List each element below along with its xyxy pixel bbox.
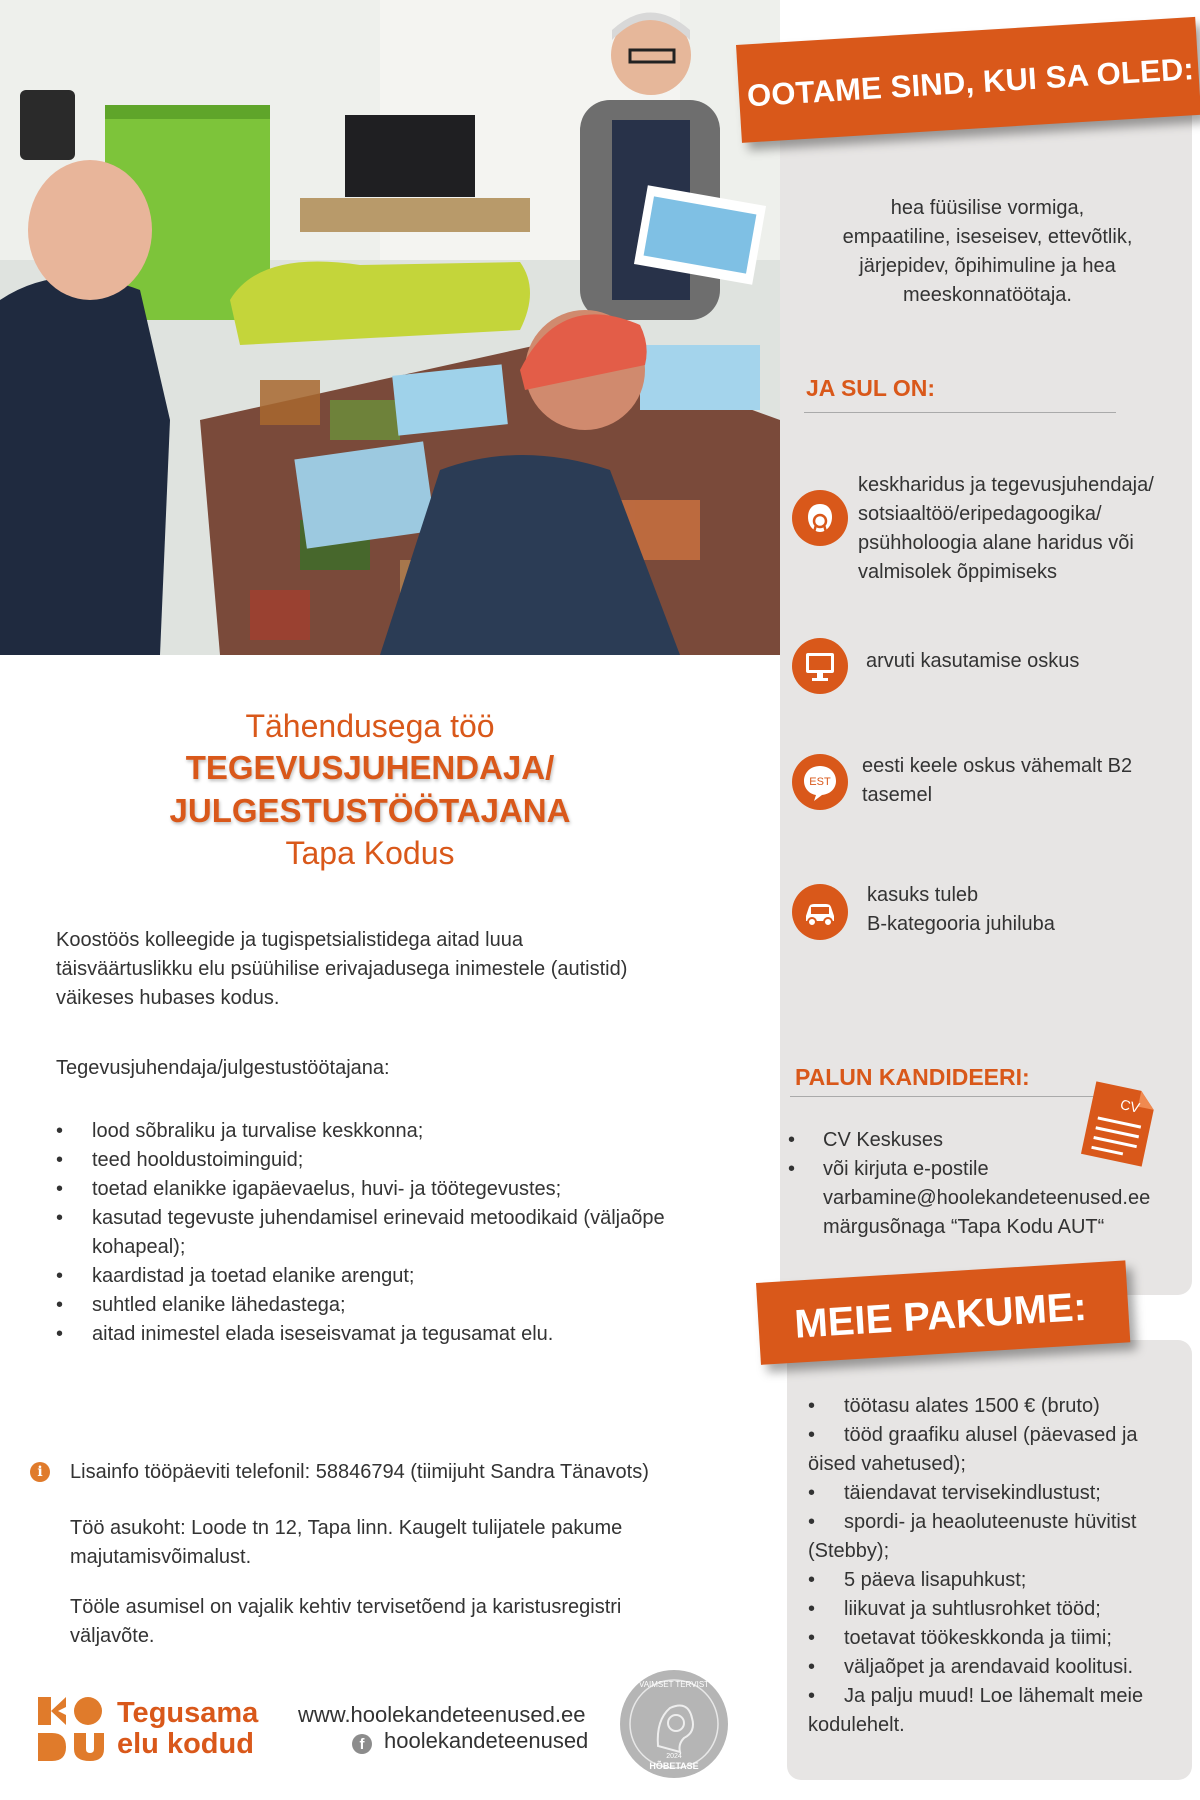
have-item-education (858, 471, 1198, 587)
job-title-line2: JULGESTUSTÖÖTAJANA (169, 792, 571, 829)
cv-badge-text: CV (1118, 1096, 1142, 1116)
offer-line: täiendavat tervisekindlustust; (844, 1482, 1101, 1504)
offer-line: öised vahetused); (808, 1453, 966, 1475)
offer-line: spordi- ja heaoluteenuste hüvitist (844, 1511, 1137, 1533)
intro-line: täisväärtuslikku elu psüühilise erivajadusega inimestele (autistid) (56, 958, 628, 980)
duty-line: toetad elanikke igapäevaelus, huvi- ja töötegevustes; (92, 1178, 562, 1200)
requirements-line: empaatiline, iseseisev, ettevõtlik, (842, 226, 1133, 248)
website-link[interactable]: www.hoolekandeteenused.ee (298, 1702, 586, 1727)
offer-line: töötasu alates 1500 € (bruto) (844, 1395, 1100, 1417)
duty-line: lood sõbraliku ja turvalise keskkonna; (92, 1120, 424, 1142)
apply-item: • või kirjuta e-postile (788, 1158, 989, 1180)
duty-item (56, 1175, 746, 1204)
apply-line: CV Keskuses (823, 1129, 944, 1151)
contact-phone: Lisainfo tööpäeviti telefonil: 58846794 (tiimijuht Sandra Tänavots) (70, 1461, 649, 1483)
have-heading: JA SUL ON: (806, 375, 936, 401)
docs-line: Tööle asumisel on vajalik kehtiv tervisetõend ja karistusregistri (70, 1596, 622, 1618)
offer-line: tööd graafiku alusel (päevased ja (844, 1424, 1138, 1446)
facebook-link[interactable]: hoolekandeteenused (384, 1728, 589, 1753)
have-line: eesti keele oskus vähemalt B2 (862, 755, 1133, 777)
offer-item: • toetavat töökeskkonda ja tiimi; (808, 1627, 1112, 1649)
offer-line: Ja palju muud! Loe lähemalt meie (844, 1685, 1144, 1707)
seal-year-text: 2024 (666, 1753, 682, 1760)
offer-item: • liikuvat ja suhtlusrohket tööd; (808, 1598, 1101, 1620)
have-line: tasemel (862, 784, 933, 806)
requirements-line: meeskonnatöötaja. (902, 284, 1072, 306)
duty-item (56, 1262, 746, 1291)
apply-email[interactable]: varbamine@hoolekandeteenused.ee (823, 1187, 1151, 1209)
have-divider (804, 412, 1116, 413)
monitor-icon (792, 638, 848, 694)
seal-top-text: VAIMSET TERVIST (638, 1680, 710, 1689)
offer-line: (Stebby); (808, 1540, 890, 1562)
offer-list (808, 1392, 1188, 1740)
required-documents (70, 1593, 750, 1651)
offer-item: • väljaõpet ja arendavaid koolitusi. (808, 1656, 1134, 1678)
have-line: sotsiaaltöö/eripedagoogika/ (858, 503, 1102, 525)
offer-item: • 5 päeva lisapuhkust; (808, 1569, 1027, 1591)
facebook-icon: f (352, 1734, 372, 1754)
duty-item (56, 1204, 746, 1262)
logo-line1: Tegusama (117, 1697, 259, 1729)
docs-line: väljavõte. (70, 1625, 155, 1647)
have-line: valmisolek õppimiseks (858, 561, 1057, 583)
duties-list (56, 1117, 746, 1349)
work-location (70, 1514, 750, 1572)
logo-line2: elu kodud (117, 1728, 254, 1760)
requirements-banner-text: OOTAME SIND, KUI SA OLED: (746, 51, 1195, 114)
duty-line: kaardistad ja toetad elanike arengut; (92, 1265, 415, 1287)
location-line: Töö asukoht: Loode tn 12, Tapa linn. Kaugelt tulijatele pakume (70, 1517, 623, 1539)
duty-line: teed hooldustoiminguid; (92, 1149, 304, 1171)
est-language-icon (792, 754, 848, 810)
job-title-block (80, 706, 660, 874)
offer-item: • tööd graafiku alusel (päevased ja öised vahetused); (808, 1424, 1138, 1475)
have-line: B-kategooria juhiluba (867, 913, 1055, 935)
offer-item: • Ja palju muud! Loe lähemalt meie kodulehelt. (808, 1685, 1144, 1736)
have-line: psühholoogia alane haridus või (858, 532, 1134, 554)
duty-item (56, 1320, 746, 1349)
intro-line: Koostöös kolleegide ja tugispetsialistidega aitad luua (56, 929, 523, 951)
have-item-license (867, 881, 1187, 939)
offer-line: väljaõpet ja arendavaid koolitusi. (844, 1656, 1134, 1678)
offer-line: liikuvat ja suhtlusrohket tööd; (844, 1598, 1101, 1620)
offer-banner-text: MEIE PAKUME: (793, 1284, 1089, 1347)
have-line: keskharidus ja tegevusjuhendaja/ (858, 474, 1154, 496)
have-line: kasuks tuleb (867, 884, 979, 906)
header-photo (0, 0, 780, 655)
job-title-line1: TEGEVUSJUHENDAJA/ (185, 749, 555, 786)
offer-item: • spordi- ja heaoluteenuste hüvitist (Stebby); (808, 1511, 1137, 1562)
logo-text (117, 1698, 258, 1760)
duty-item (56, 1146, 746, 1175)
offer-item: • täiendavat tervisekindlustust; (808, 1482, 1101, 1504)
job-tagline: Tähendusega töö (245, 708, 495, 744)
est-icon-text: EST (809, 776, 831, 788)
duty-line: aitad inimestel elada iseseisvamat ja tegusamat elu. (92, 1323, 554, 1345)
duty-line: kasutad tegevuste juhendamisel erinevaid metoodikaid (väljaõpe (92, 1207, 665, 1229)
info-icon: i (30, 1462, 50, 1482)
graduation-icon (792, 490, 848, 546)
have-item-language (862, 752, 1182, 810)
logo-mark (38, 1697, 104, 1761)
apply-item: • CV Keskuses (788, 1129, 944, 1151)
car-icon (792, 884, 848, 940)
offer-line: kodulehelt. (808, 1714, 905, 1736)
requirements-line: järjepidev, õpihimuline ja hea (859, 255, 1116, 277)
intro-line: väikeses hubases kodus. (56, 987, 280, 1009)
mental-health-seal (618, 1668, 730, 1780)
apply-keyword: märgusõnaga “Tapa Kodu AUT“ (823, 1216, 1105, 1238)
duties-heading: Tegevusjuhendaja/julgestustöötajana: (56, 1057, 390, 1079)
offer-line: 5 päeva lisapuhkust; (844, 1569, 1027, 1591)
offer-item: • töötasu alates 1500 € (bruto) (808, 1395, 1100, 1417)
apply-heading: PALUN KANDIDEERI: (795, 1064, 1030, 1090)
apply-divider (790, 1096, 1135, 1097)
have-item-computer (866, 647, 1186, 676)
requirements-text (800, 194, 1175, 310)
have-line: arvuti kasutamise oskus (866, 650, 1080, 672)
duty-item (56, 1117, 746, 1146)
duty-item (56, 1291, 746, 1320)
apply-list (788, 1126, 1193, 1242)
seal-bottom-text: HÕBETASE (649, 1761, 699, 1771)
job-location: Tapa Kodus (285, 835, 455, 871)
requirements-line: hea füüsilise vormiga, (890, 197, 1085, 219)
location-line: majutamisvõimalust. (70, 1546, 252, 1568)
offer-line: toetavat töökeskkonda ja tiimi; (844, 1627, 1112, 1649)
intro-paragraph (56, 926, 746, 1013)
duty-line: suhtled elanike lähedastega; (92, 1294, 346, 1316)
duty-line: kohapeal); (92, 1236, 186, 1258)
apply-line: või kirjuta e-postile (823, 1158, 989, 1180)
